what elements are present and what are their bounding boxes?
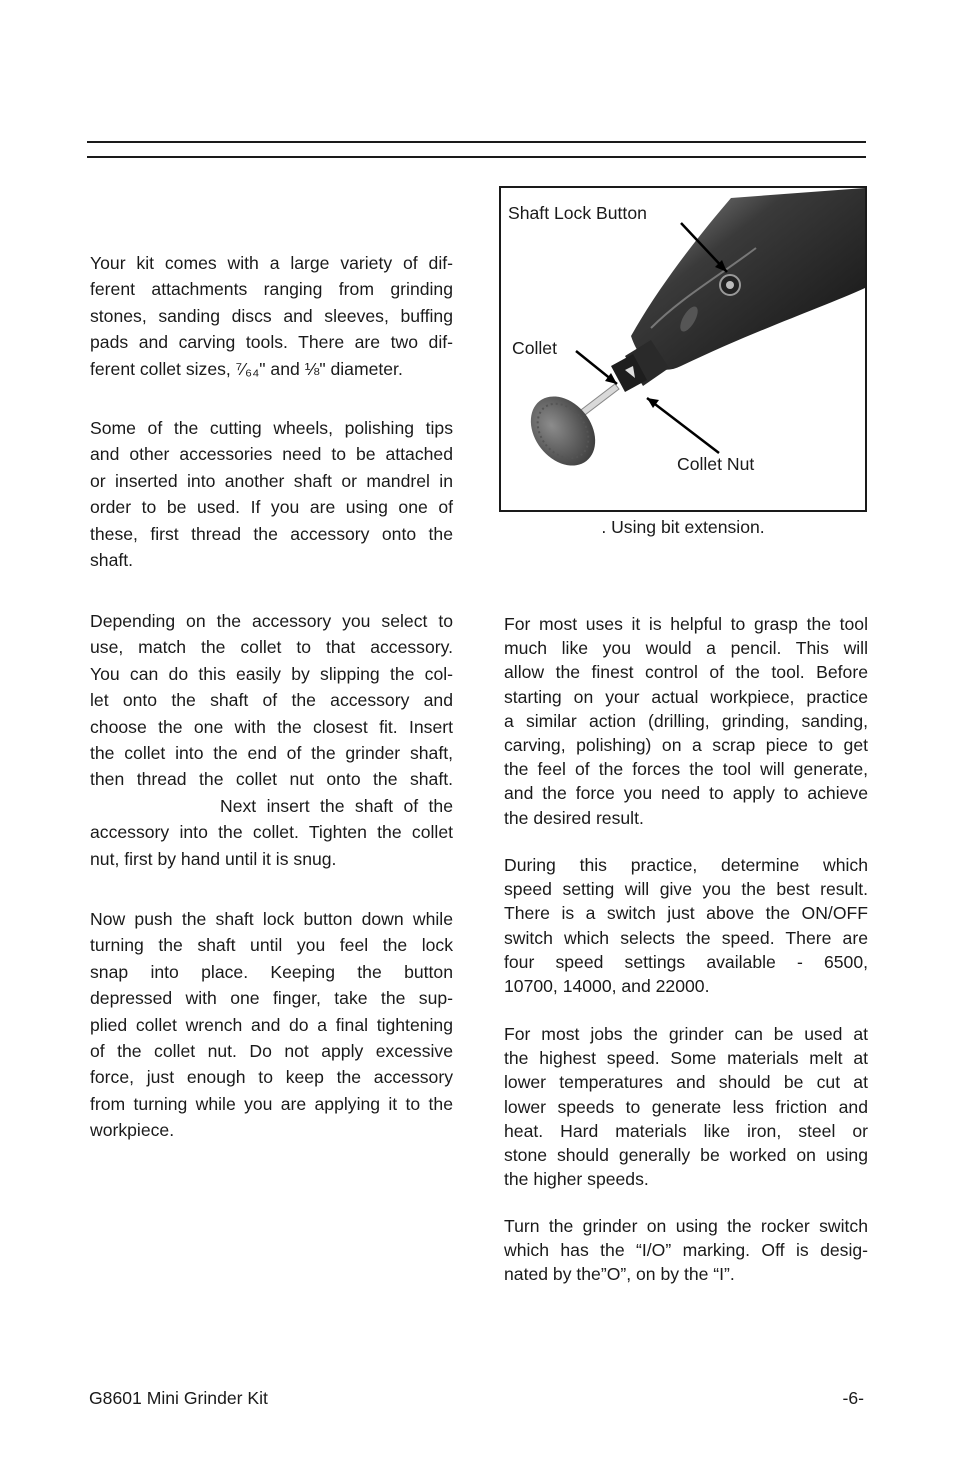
text-line: or inserted into another shaft or mandrel in [90,470,453,491]
left-paragraph-1 [90,250,453,382]
text-line: shaft. [90,550,134,571]
right-paragraph-2 [504,853,868,998]
left-paragraph-2 [90,415,453,573]
text-line: then thread the collet nut onto the shaft. [90,769,453,790]
text-line: a similar action (drilling, grinding, sanding, [504,710,868,731]
text-line: choose the one with the closest fit. Insert [90,716,453,737]
right-paragraph-3 [504,1022,868,1191]
collet-label: Collet [512,338,557,358]
text-line: turning the shaft until you feel the lock [90,935,453,956]
text-line: plied collet wrench and do a final tightening [90,1014,453,1035]
text-line: stone should generally be worked on using [504,1145,868,1166]
collet-nut-label: Collet Nut [677,454,755,474]
text-line: carving, polishing) on a scrap piece to get [504,735,868,756]
text-line: starting on your actual workpiece, practice [504,686,868,707]
text-line: these, first thread the accessory onto the [90,523,453,544]
text-line: Now push the shaft lock button down while [90,909,453,929]
text-line: the highest speed. Some materials melt at [504,1048,868,1069]
text-line: 10700, 14000, and 22000. [504,976,710,997]
text-line: four speed settings available - 6500, [504,951,868,972]
text-line: Depending on the accessory you select to [90,611,453,631]
right-paragraph-1 [504,612,868,830]
text-line: lower speeds to generate less friction and [504,1096,868,1117]
left-paragraph-4 [90,906,453,1144]
text-line: Turn the grinder on using the rocker switch [504,1216,868,1236]
text-line: For most uses it is helpful to grasp the tool [504,614,868,634]
text-line: let onto the shaft of the accessory and [90,690,453,711]
text-line: nated by the”O”, on by the “I”. [504,1264,735,1285]
text-line: accessory into the collet. Tighten the collet [90,822,453,843]
text-line: order to be used. If you are using one of [90,497,453,518]
header-rule-bottom [87,156,866,158]
text-line: Some of the cutting wheels, polishing tips [90,418,453,438]
text-line: Next insert the shaft of the [220,795,453,816]
text-line: speed setting will give you the best result. [504,879,868,900]
text-line: and the force you need to apply to achieve [504,783,868,804]
text-line: force, just enough to keep the accessory [90,1067,453,1088]
text-line: snap into place. Keeping the button [90,961,453,982]
text-line: nut, first by hand until it is snug. [90,848,337,869]
text-line: which has the “I/O” marking. Off is desig- [504,1240,868,1261]
text-line: and other accessories need to be attached [90,444,453,465]
figure-caption: . Using bit extension. [601,517,765,537]
text-line: For most jobs the grinder can be used at [504,1024,868,1044]
text-line: You can do this easily by slipping the col- [90,663,453,684]
text-line: During this practice, determine which [504,855,868,875]
text-line: the feel of the forces the tool will generate, [504,759,868,780]
text-line: the higher speeds. [504,1169,649,1190]
footer-title: G8601 Mini Grinder Kit [89,1388,268,1408]
right-paragraph-4 [504,1214,868,1287]
text-line: much like you would a pencil. This will [504,638,868,659]
text-line: stones, sanding discs and sleeves, buffing [90,305,453,326]
text-line: use, match the collet to that accessory. [90,637,453,658]
text-line: There is a switch just above the ON/OFF [504,903,868,924]
text-line: workpiece. [90,1120,175,1141]
text-line: ferent attachments ranging from grinding [90,279,453,300]
shaft-lock-button-label: Shaft Lock Button [508,203,647,223]
text-line: switch which selects the speed. There are [504,927,868,948]
text-line: Your kit comes with a large variety of dif- [90,253,453,273]
text-line: ferent collet sizes, ⁷⁄₆₄" and ⅛" diameter. [90,358,403,379]
text-line: heat. Hard materials like iron, steel or [504,1120,868,1141]
text-line: the desired result. [504,807,644,828]
text-line: lower temperatures and should be cut at [504,1072,868,1093]
text-line: the collet into the end of the grinder shaft, [90,743,453,764]
text-line: depressed with one finger, take the sup- [90,988,453,1009]
text-line: pads and carving tools. There are two dif- [90,332,453,353]
header-rule-top [87,141,866,143]
text-line: from turning while you are applying it to the [90,1093,453,1114]
left-paragraph-3 [90,608,453,872]
page-number: -6- [842,1388,864,1408]
text-line: of the collet nut. Do not apply excessive [90,1041,453,1062]
grinder-figure [499,186,867,512]
text-line: allow the finest control of the tool. Before [504,662,868,683]
